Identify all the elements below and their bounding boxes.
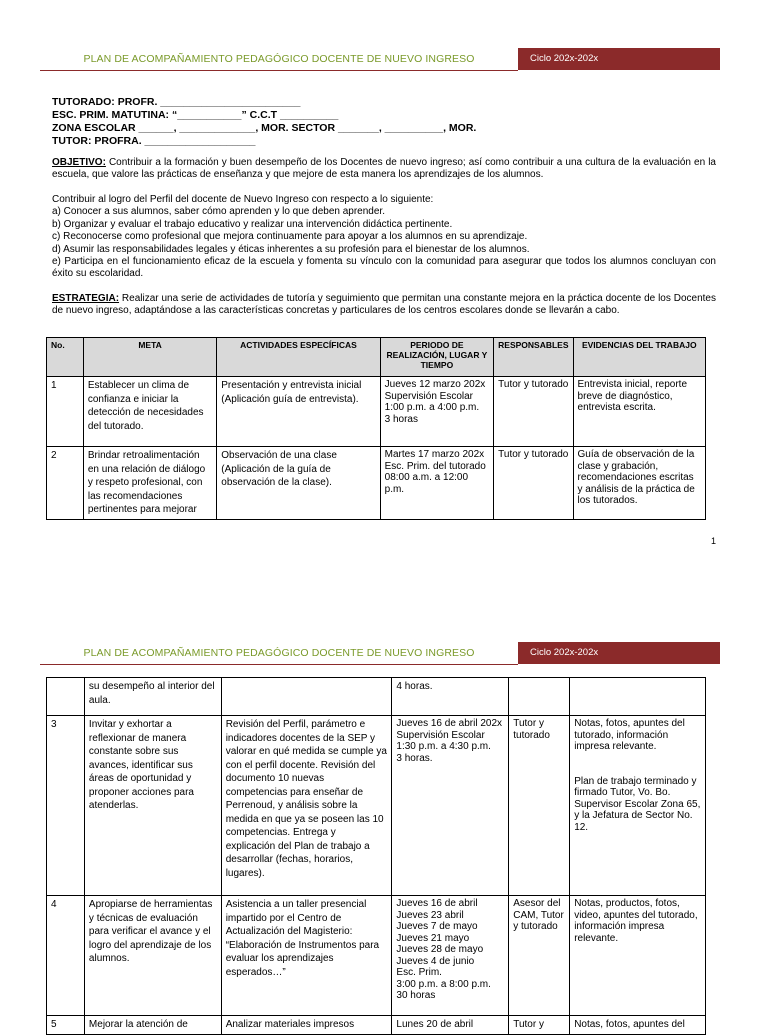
- cell-no: 5: [47, 1016, 85, 1035]
- cell-evidencias: Notas, fotos, apuntes del: [570, 1016, 706, 1035]
- col-header-periodo: PERIODO DE REALIZACIÓN, LUGAR Y TIEMPO: [380, 338, 494, 377]
- cell-responsables: Tutor y tutorado: [494, 377, 573, 447]
- table-row: [47, 377, 706, 447]
- col-header-meta: META: [83, 338, 216, 377]
- cell-meta: Establecer un clima de confianza e iniciar la detección de necesidades del tutorado.: [83, 377, 216, 447]
- escuela-line: ESC. PRIM. MATUTINA: “___________” C.C.T __________: [52, 109, 339, 121]
- cell-periodo: Jueves 16 de abril Jueves 23 abril Jueves 7 de mayo Jueves 21 mayo Jueves 28 de mayo Jueves 4 de junio Esc. Prim. 3:00 p.m. a 8:00 p.m. 30 horas: [392, 896, 509, 1016]
- page2-header: [40, 642, 720, 664]
- perfil-item: b) Organizar y evaluar el trabajo educativo y realizar una intervención didáctica pertinente.: [52, 218, 453, 230]
- col-header-evidencias: EVIDENCIAS DEL TRABAJO: [573, 338, 705, 377]
- objetivo-text: Contribuir a la formación y buen desempeño de los Docentes de nuevo ingreso; así como contribuir a una cultura de la evaluación en la escuela, que valore las prácticas de enseñanza y que mejore de esta manera los aprendizajes de los alumnos.: [52, 157, 716, 181]
- col-header-actividades: ACTIVIDADES ESPECÍFICAS: [217, 338, 380, 377]
- col-header-no: No.: [47, 338, 84, 377]
- cell-no: [47, 678, 85, 716]
- cell-actividades: [221, 678, 392, 716]
- cell-responsables: Tutor y tutorado: [494, 447, 573, 520]
- cell-evidencias: Notas, fotos, apuntes del tutorado, información impresa relevante. Plan de trabajo terminado y firmado Tutor, Vo. Bo. Supervisor Escolar Zona 65, y la Jefatura de Sector No. 12.: [570, 716, 706, 896]
- cell-periodo: Lunes 20 de abril: [392, 1016, 509, 1035]
- cell-responsables: Tutor y: [509, 1016, 570, 1035]
- cell-actividades: Revisión del Perfil, parámetro e indicadores docentes de la SEP y valorar en qué medida se cumple ya con el perfil docente. Revisión del documento 10 nuevas competencias para enseñar de Perrenoud, y análisis sobre la medida en que ya se poseen las 10 competencias. Entrega y explicación del Plan de trabajo a desarrollar (fechas, horarios, lugares).: [221, 716, 392, 896]
- cell-meta: Apropiarse de herramientas y técnicas de evaluación para verificar el avance y el logro del aprendizaje de los alumnos.: [84, 896, 221, 1016]
- plan-table-page1: [46, 337, 706, 520]
- cell-meta: Invitar y exhortar a reflexionar de manera constante sobre sus avances, identificar sus áreas de oportunidad y proponer acciones para atenderlas.: [84, 716, 221, 896]
- table-row: [47, 447, 706, 520]
- table-row: [47, 1016, 706, 1035]
- perfil-item: c) Reconocerse como profesional que mejora continuamente para apoyar a los alumnos en su aprendizaje.: [52, 231, 528, 243]
- perfil-intro: Contribuir al logro del Perfil del docente de Nuevo Ingreso con respecto a lo siguiente:: [52, 194, 434, 205]
- cell-actividades: Asistencia a un taller presencial impartido por el Centro de Actualización del Magisterio: “Elaboración de Instrumentos para evaluar los aprendizajes esperados…”: [221, 896, 392, 1016]
- tutor-line: TUTOR: PROFRA. ___________________: [52, 135, 256, 147]
- table-header-row: [47, 338, 706, 377]
- cell-actividades: Presentación y entrevista inicial (Aplicación guía de entrevista).: [217, 377, 380, 447]
- table-row: [47, 896, 706, 1016]
- perfil-item: d) Asumir las responsabilidades legales y éticas inherentes a su profesión para el bienestar de los alumnos.: [52, 243, 530, 255]
- col-header-responsables: RESPONSABLES: [494, 338, 573, 377]
- cell-meta: Mejorar la atención de: [84, 1016, 221, 1035]
- cell-meta: Brindar retroalimentación en una relación de diálogo y respeto profesional, con las recomendaciones pertinentes para mejorar: [83, 447, 216, 520]
- cell-evidencias: Notas, productos, fotos, video, apuntes del tutorado, información impresa relevante.: [570, 896, 706, 1016]
- zona-line: ZONA ESCOLAR ______, _____________, MOR. SECTOR _______, __________, MOR.: [52, 122, 477, 134]
- page1-header: [40, 48, 720, 70]
- cell-periodo: 4 horas.: [392, 678, 509, 716]
- cell-evidencias: [570, 678, 706, 716]
- cell-no: 1: [47, 377, 84, 447]
- cell-periodo: Jueves 16 de abril 202x Supervisión Escolar 1:30 p.m. a 4:30 p.m. 3 horas.: [392, 716, 509, 896]
- cell-actividades: Observación de una clase (Aplicación de la guía de observación de la clase).: [217, 447, 380, 520]
- estrategia-text: Realizar una serie de actividades de tutoría y seguimiento que permitan una constante mejora en la práctica docente de los Docentes de nuevo ingreso, adaptándose a las características concretas y particulares de los centros escolares donde se llevarán a cabo.: [52, 293, 716, 317]
- cell-no: 2: [47, 447, 84, 520]
- perfil-section: [52, 194, 716, 281]
- cell-periodo: Martes 17 marzo 202x Esc. Prim. del tutorado 08:00 a.m. a 12:00 p.m.: [380, 447, 494, 520]
- cell-actividades: Analizar materiales impresos: [221, 1016, 392, 1035]
- perfil-item: e) Participa en el funcionamiento eficaz de la escuela y fomenta su vínculo con la comunidad para asegurar que todos los alumnos concluyan con éxito su escolaridad.: [52, 256, 716, 280]
- estrategia-paragraph: [52, 293, 716, 318]
- page-number: 1: [710, 536, 716, 546]
- objetivo-paragraph: [52, 157, 716, 182]
- perfil-item: a) Conocer a sus alumnos, saber cómo aprenden y lo que deben aprender.: [52, 206, 385, 218]
- cell-evidencias: Guía de observación de la clase y grabación, recomendaciones escritas y análisis de la práctica de los tutorados.: [573, 447, 705, 520]
- objetivo-label: OBJETIVO:: [52, 157, 106, 168]
- document-title: PLAN DE ACOMPAÑAMIENTO PEDAGÓGICO DOCENTE DE NUEVO INGRESO: [40, 642, 518, 665]
- cell-no: 3: [47, 716, 85, 896]
- plan-table-page2: [46, 677, 706, 1035]
- cell-responsables: Tutor y tutorado: [509, 716, 570, 896]
- cell-evidencias: Entrevista inicial, reporte breve de diagnóstico, entrevista escrita.: [573, 377, 705, 447]
- cycle-badge: Ciclo 202x-202x: [518, 48, 720, 70]
- cycle-badge: Ciclo 202x-202x: [518, 642, 720, 664]
- tutorado-line: TUTORADO: PROFR. ________________________: [52, 96, 301, 108]
- cell-periodo: Jueves 12 marzo 202x Supervisión Escolar 1:00 p.m. a 4:00 p.m. 3 horas: [380, 377, 494, 447]
- header-fields: [52, 96, 476, 148]
- estrategia-label: ESTRATEGIA:: [52, 293, 120, 304]
- cell-responsables: Asesor del CAM, Tutor y tutorado: [509, 896, 570, 1016]
- cell-no: 4: [47, 896, 85, 1016]
- table-row: [47, 678, 706, 716]
- cell-responsables: [509, 678, 570, 716]
- document-title: PLAN DE ACOMPAÑAMIENTO PEDAGÓGICO DOCENTE DE NUEVO INGRESO: [40, 48, 518, 71]
- table-row: [47, 716, 706, 896]
- cell-meta: su desempeño al interior del aula.: [84, 678, 221, 716]
